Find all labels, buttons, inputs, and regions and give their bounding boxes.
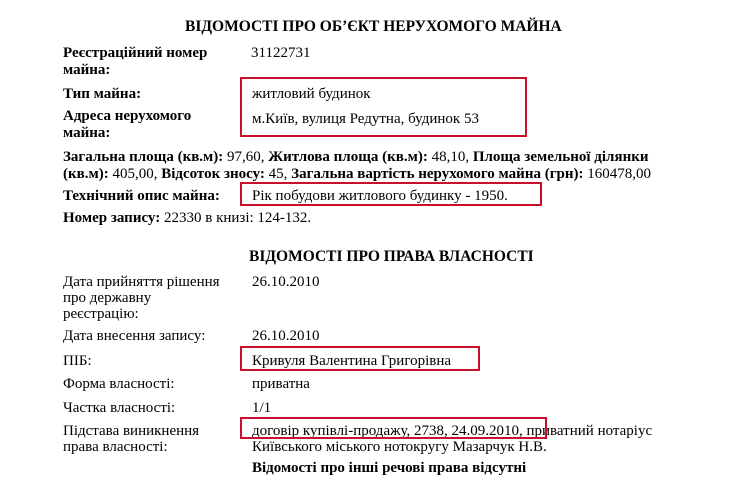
- basis-contract: договір купівлі-продажу, 2738, 24.09.2010,: [252, 423, 523, 439]
- living-area-label: Житлова площа (кв.м):: [268, 149, 428, 165]
- total-area-value: 97,60,: [223, 149, 265, 165]
- land-area-label: Площа земельної ділянки: [472, 149, 649, 165]
- basis-label: Підстава виникнення: [63, 423, 200, 439]
- address-value: м.Київ, вулиця Редутна, будинок 53: [252, 111, 479, 127]
- form-value: приватна: [252, 376, 310, 392]
- tech-value: Рік побудови житлового будинку - 1950.: [252, 188, 508, 204]
- name-highlight: [240, 346, 480, 371]
- areas-line-1: [63, 149, 649, 166]
- share-label: Частка власності:: [63, 400, 176, 416]
- reg-number-value: 31122731: [251, 45, 311, 61]
- name-value: Кривуля Валентина Григорівна: [252, 353, 452, 369]
- decision-label-cont: про державну: [63, 290, 152, 306]
- basis-highlight: [240, 417, 547, 439]
- share-value: 1/1: [252, 400, 272, 416]
- living-area-value: 48,10,: [427, 149, 470, 165]
- record-line: [63, 210, 311, 227]
- basis-value-cont: Київського міського нотокругу Мазарчук Н.В.: [252, 439, 547, 455]
- record-value: 22330 в книзі: 124-132.: [160, 210, 312, 226]
- form-label: Форма власності:: [63, 376, 175, 392]
- land-area-value: 405,00,: [108, 166, 158, 182]
- type-value: житловий будинок: [252, 86, 371, 102]
- entry-value: 26.10.2010: [252, 328, 320, 344]
- object-section-heading: ВІДОМОСТІ ПРО ОБ’ЄКТ НЕРУХОМОГО МАЙНА: [185, 18, 562, 35]
- record-label: Номер запису:: [63, 210, 161, 226]
- basis-notary: приватний нотаріус: [522, 423, 653, 439]
- name-label: ПІБ:: [63, 353, 92, 369]
- decision-label: Дата прийняття рішення: [63, 274, 220, 290]
- cost-value: 160478,00: [583, 166, 651, 182]
- areas-line-2: [63, 166, 651, 183]
- rights-section-heading: ВІДОМОСТІ ПРО ПРАВА ВЛАСНОСТІ: [249, 248, 534, 265]
- entry-label: Дата внесення запису:: [63, 328, 206, 344]
- wear-label: Відсоток зносу:: [161, 166, 265, 182]
- decision-value: 26.10.2010: [252, 274, 320, 290]
- cost-label: Загальна вартість нерухомого майна (грн):: [291, 166, 584, 182]
- basis-label-cont: права власності:: [63, 439, 168, 455]
- reg-number-label-cont: майна:: [63, 62, 111, 78]
- total-area-label: Загальна площа (кв.м):: [63, 149, 224, 165]
- reg-number-label: Реєстраційний номер: [63, 45, 208, 61]
- address-label: Адреса нерухомого: [63, 108, 192, 124]
- type-address-highlight: [240, 77, 527, 137]
- wear-value: 45,: [264, 166, 288, 182]
- type-label: Тип майна:: [63, 86, 142, 102]
- address-label-cont: майна:: [63, 125, 111, 141]
- land-area-unit-label: (кв.м):: [63, 166, 109, 182]
- tech-highlight: [240, 182, 542, 206]
- other-rights-note: Відомості про інші речові права відсутні: [252, 460, 527, 476]
- tech-label: Технічний опис майна:: [63, 188, 220, 204]
- decision-label-cont2: реєстрацію:: [63, 306, 139, 322]
